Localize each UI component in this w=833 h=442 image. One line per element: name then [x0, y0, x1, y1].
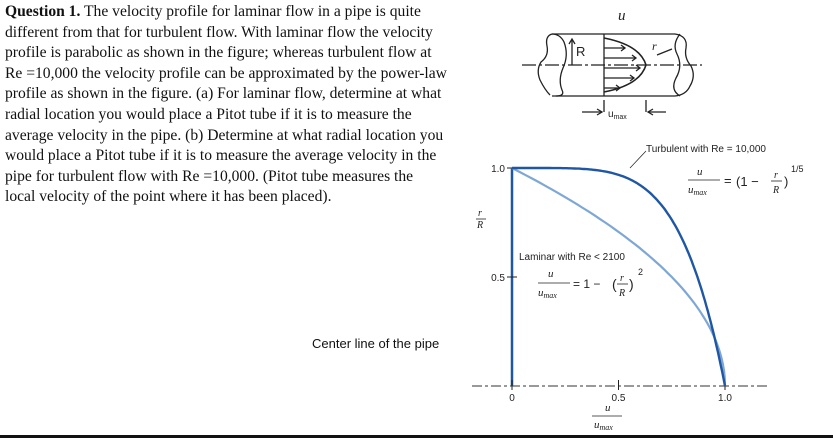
ylabel-denominator: R — [477, 220, 484, 231]
turb-eq-exponent: 1/5 — [791, 164, 804, 174]
xlabel-denominator: umax — [594, 419, 613, 432]
turb-eq-r: r — [774, 170, 778, 181]
y-tick-label: 1.0 — [491, 164, 505, 175]
lam-eq-umax: umax — [538, 287, 557, 300]
x-tick-label: 0 — [509, 393, 515, 404]
pipe-R-label: R — [576, 44, 586, 59]
ylabel-numerator: r — [478, 208, 482, 219]
xlabel-numerator: u — [605, 402, 611, 414]
bottom-rule — [0, 435, 833, 438]
lam-eq-paren-open: ( — [612, 276, 617, 292]
turb-eq-body: (1 − — [736, 174, 759, 189]
laminar-label: Laminar with Re < 2100 — [519, 252, 625, 263]
turb-eq-R: R — [773, 185, 780, 196]
turb-eq-u: u — [697, 166, 703, 178]
pipe-r-label: r — [652, 39, 657, 53]
pipe-sketch — [522, 34, 702, 115]
turb-eq-equals: = — [724, 173, 732, 188]
x-tick-label: 1.0 — [718, 393, 732, 404]
lam-eq-rest: = 1 − — [573, 277, 601, 291]
pipe-u-label: u — [618, 8, 626, 24]
turbulent-label: Turbulent with Re = 10,000 — [646, 144, 766, 155]
pipe-umax-label: $u_{max}$ — [608, 109, 627, 121]
lam-eq-exponent: 2 — [638, 267, 644, 277]
center-line-annotation: Center line of the pipe — [312, 336, 440, 351]
question-body: The velocity profile for laminar flow in a pipe is quite different from that for turbulent flow. With laminar flow the velocity profile is parabolic as shown in the figure; whereas turbulent flow at Re =10,000 the velocity profile can be approximated by the power-law profile as shown in the figure. (a) For laminar flow, determine at what radial location you would place a Pitot tube if it is to measure the average velocity in the pipe. (b) Determine at what radial location you would place a Pitot tube if it is to measure the average velocity in the pipe for turbulent flow with Re =10,000. (Pitot tube measures the local velocity of the point where it has been placed). — [5, 3, 447, 206]
lam-eq-u: u — [548, 268, 554, 280]
x-tick-label: 0.5 — [611, 393, 626, 404]
y-tick-label: 0.5 — [491, 273, 505, 284]
turb-eq-umax: umax — [688, 184, 707, 197]
lam-eq-r: r — [620, 273, 624, 284]
lam-eq-R: R — [619, 288, 626, 299]
question-label: Question 1. — [5, 3, 81, 20]
series-laminar-line — [512, 168, 725, 386]
lam-eq-paren-close: ) — [629, 276, 634, 292]
turb-eq-close: ) — [784, 174, 789, 189]
series-turbulent-line — [512, 168, 725, 386]
